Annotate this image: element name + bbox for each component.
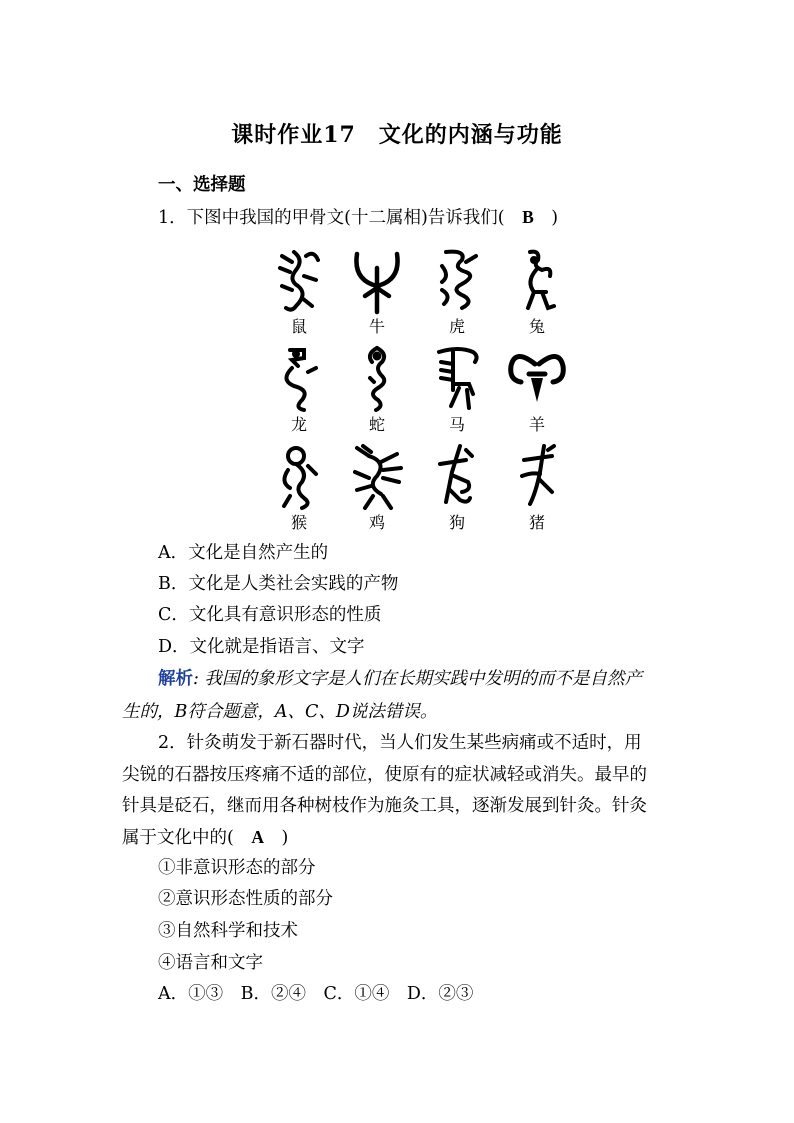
section-heading: 一、选择题 [158, 175, 246, 195]
oracle-rooster-glyph [347, 442, 407, 512]
question-2-item: ②意识形态性质的部分 [158, 889, 333, 909]
zodiac-caption: 猪 [528, 513, 545, 532]
analysis-label: 解析 [158, 669, 193, 689]
zodiac-cell [340, 246, 414, 342]
zodiac-cell [262, 246, 336, 342]
oracle-horse-glyph [429, 344, 485, 414]
zodiac-cell [262, 442, 336, 538]
zodiac-cell [420, 442, 494, 538]
zodiac-cell [420, 344, 494, 440]
zodiac-cell [262, 344, 336, 440]
oracle-snake-glyph [352, 344, 402, 414]
question-1-stem [158, 202, 558, 234]
oracle-dragon-glyph [274, 344, 324, 414]
question-2-item: ④语言和文字 [158, 953, 263, 973]
zodiac-caption: 鸡 [368, 513, 385, 532]
question-1-answer: B [522, 207, 534, 227]
zodiac-cell [340, 344, 414, 440]
question-2-item: ①非意识形态的部分 [158, 858, 316, 878]
question-2-answer: A [251, 827, 264, 847]
question-2-line-1: 2．针灸萌发于新石器时代，当人们发生某些病痛或不适时，用 [158, 733, 642, 753]
question-1-stem-close: ) [533, 208, 559, 228]
zodiac-caption: 羊 [528, 415, 545, 434]
zodiac-cell [340, 442, 414, 538]
analysis-text: : 我国的象形文字是人们在长期实践中发明的而不是自然产 [193, 669, 642, 689]
zodiac-cell [500, 246, 574, 342]
oracle-tiger-glyph [432, 246, 482, 316]
zodiac-cell [420, 246, 494, 342]
oracle-bone-figure [262, 246, 572, 536]
oracle-rat-glyph [274, 246, 324, 316]
zodiac-caption: 虎 [448, 317, 465, 336]
zodiac-cell [500, 442, 574, 538]
analysis-line-2: 生的，B符合题意，A、C、D说法错误。 [122, 702, 438, 722]
zodiac-caption: 龙 [290, 415, 307, 434]
question-2-line-3: 针具是砭石，继而用各种树枝作为施灸工具，逐渐发展到针灸。针灸 [122, 796, 647, 816]
question-2-choices: A．①③ B．②④ C．①④ D．②③ [158, 984, 474, 1004]
question-1-stem-text: 1．下图中我国的甲骨文(十二属相)告诉我们( [158, 208, 523, 228]
zodiac-cell [500, 344, 574, 440]
zodiac-caption: 牛 [368, 317, 385, 336]
oracle-pig-glyph [512, 442, 562, 512]
question-2-line-4 [122, 822, 288, 854]
option-a: A．文化是自然产生的 [158, 543, 329, 563]
zodiac-caption: 兔 [528, 317, 545, 336]
question-2-stem-close: ) [263, 828, 289, 848]
zodiac-caption: 鼠 [290, 317, 307, 336]
oracle-rabbit-glyph [512, 246, 562, 316]
page-title: 课时作业17 文化的内涵与功能 [231, 122, 563, 148]
zodiac-caption: 马 [448, 415, 465, 434]
analysis-line-1 [158, 664, 642, 695]
oracle-monkey-glyph [274, 442, 324, 512]
zodiac-caption: 蛇 [368, 415, 385, 434]
oracle-ox-glyph [349, 246, 405, 316]
oracle-sheep-glyph [505, 344, 569, 414]
zodiac-caption: 猴 [290, 513, 307, 532]
option-d: D．文化就是指语言、文字 [158, 637, 365, 657]
zodiac-caption: 狗 [448, 513, 465, 532]
question-2-stem-text: 属于文化中的( [122, 828, 252, 848]
option-b: B．文化是人类社会实践的产物 [158, 574, 399, 594]
option-c: C．文化具有意识形态的性质 [158, 605, 382, 625]
question-2-item: ③自然科学和技术 [158, 921, 298, 941]
question-2-line-2: 尖锐的石器按压疼痛不适的部位，使原有的症状减轻或消失。最早的 [122, 765, 647, 785]
oracle-dog-glyph [432, 442, 482, 512]
